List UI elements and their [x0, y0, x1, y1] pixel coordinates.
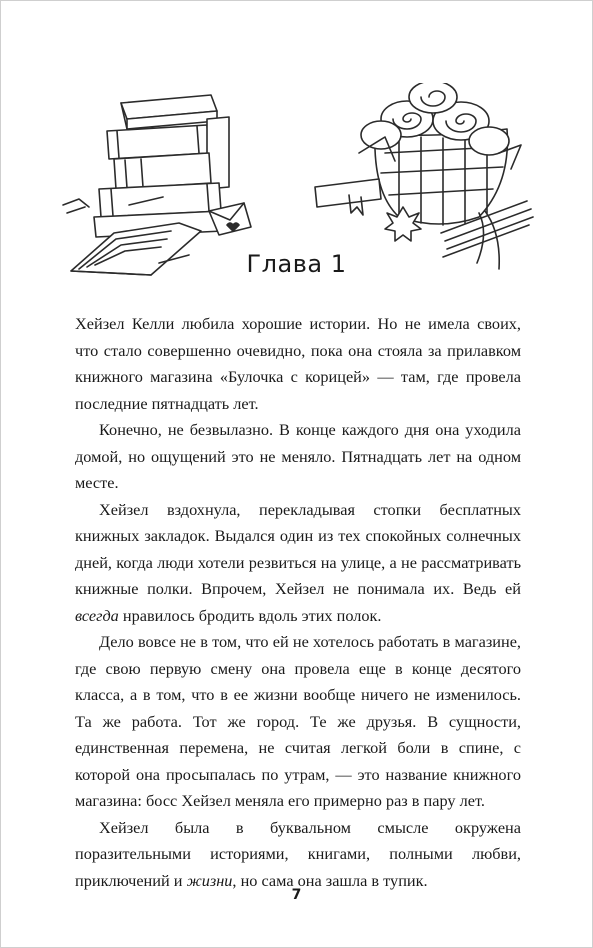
body-paragraph — [75, 417, 521, 497]
text-run: Конечно, не безвылазно. В конце каждого дня она уходила домой, но ощущений это не меняло. Пятнадцать лет на одном месте. — [75, 420, 521, 492]
body-paragraph — [75, 815, 521, 895]
text-run: нравилось бродить вдоль этих полок. — [118, 605, 382, 625]
text-run: Хейзел вздохнула, перекладывая стопки бесплатных книжных закладок. Выдался один из тех спокойных солнечных дней, когда люди хотели резвиться на улице, а не рассматривать книжные полки. Впрочем, Хейзел не понимала их. Ведь ей — [75, 499, 521, 598]
body-paragraph — [75, 311, 521, 417]
chapter-body-text — [75, 311, 521, 894]
body-paragraph — [75, 629, 521, 815]
body-paragraph — [75, 497, 521, 630]
page-number: 7 — [291, 887, 302, 903]
chapter-title: Глава 1 — [246, 250, 347, 278]
text-run: Хейзел была в буквальном смысле окружена поразительными историями, книгами, полными любви, приключений и — [75, 817, 521, 890]
text-run: , но сама она зашла в тупик. — [232, 870, 428, 890]
text-run: Дело вовсе не в том, что ей не хотелось работать в магазине, где свою первую смену она провела еще в конце десятого класса, а в том, что в ее жизни вообще ничего не изменилось. Та же работа. Тот же город. Те же друзья. В сущности, единственная перемена, не считая легкой боли в спине, с которой она просыпалась по утрам, — это название книжного магазина: босс Хейзел меняла его примерно раз в пару лет. — [75, 632, 521, 810]
cinnamon-buns-basket-drawing — [315, 83, 533, 269]
italic-text-run: всегда — [75, 605, 119, 625]
book-stack-drawing — [63, 95, 251, 275]
text-run: Хейзел Келли любила хорошие истории. Но не имела своих, что стало совершенно очевидно, пока она стояла за прилавком книжного магазина «Булочка с корицей» — там, где провела последние пятнадцать лет. — [75, 314, 521, 413]
italic-text-run: жизни — [186, 870, 233, 890]
